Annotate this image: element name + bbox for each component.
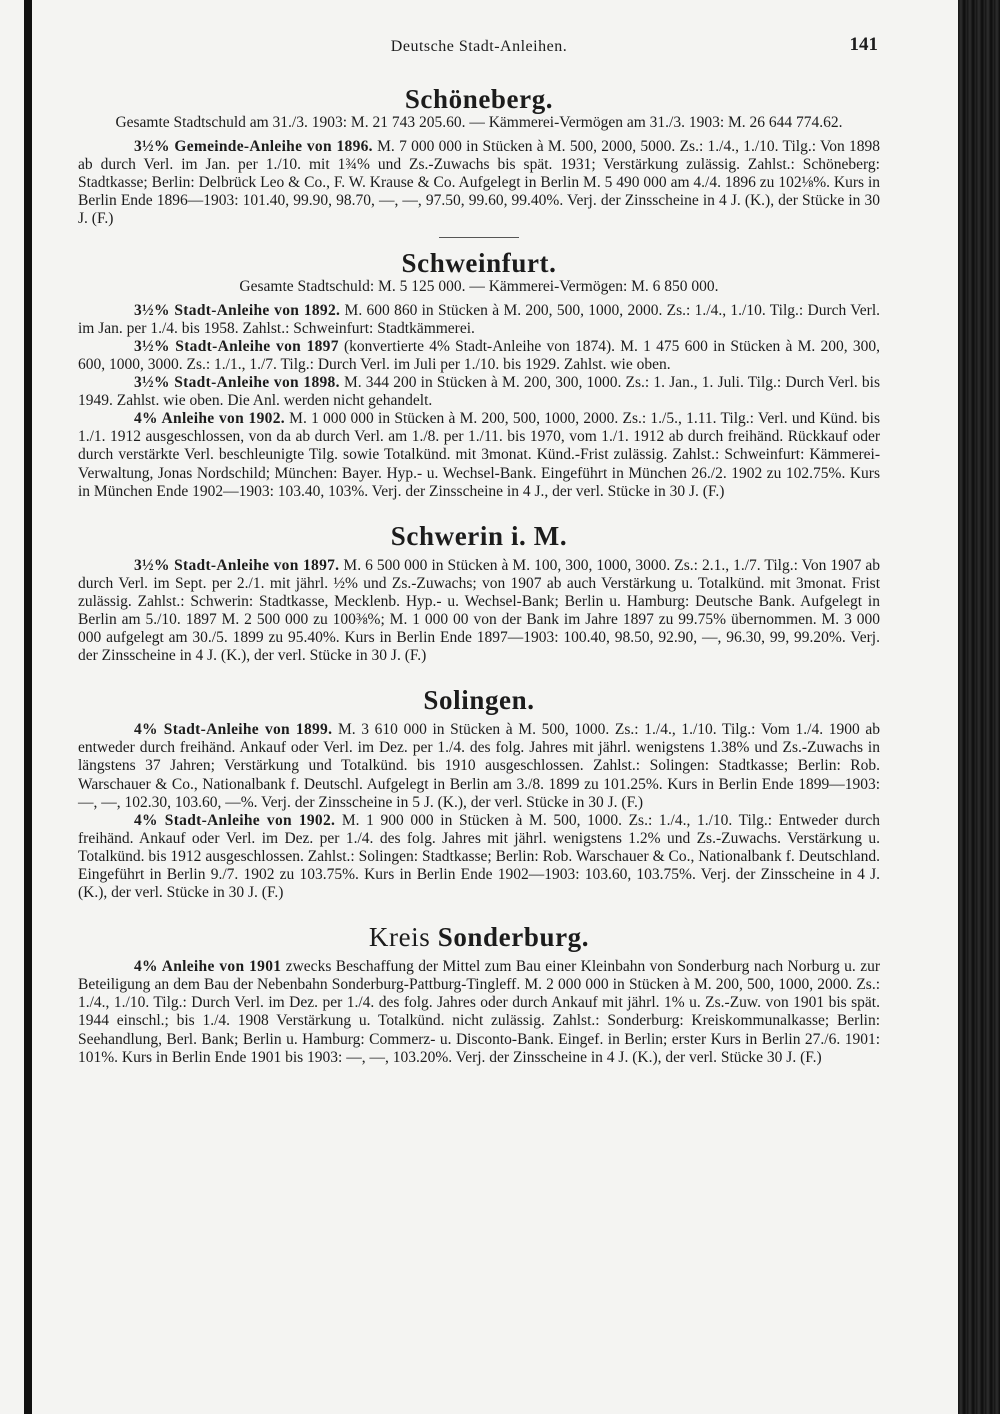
loan-text: M. 344 200 in Stücken à M. 200, 300, 1000. Zs.: 1. Jan., 1. Juli. Tilg.: Durch Verl. bis 1949. Zahlst. wie oben. Die Anl. werden nicht gehandelt. xyxy=(78,374,880,410)
loan-entry xyxy=(78,374,880,410)
scan-border-left xyxy=(24,0,32,1414)
loan-entry xyxy=(78,410,880,500)
loan-text: M. 1 000 000 in Stücken à M. 200, 500, 1000, 2000. Zs.: 1./5., 1.11. Tilg.: Verl. und Künd. bis 1./1. 1912 ausgeschlossen, von da ab durch Verl. am 1./8. per 1./11. bis 1970, vom 1./1. 1912 ab durch freihänd. Rückkauf oder durch verstärkte Verl. beschleunigte Tilg. sowie Totalkünd. mit 3monat. Künd.-Frist zulässig. Zahlst.: Schweinfurt: Kämmerei-Verwaltung, Jonas Nordschild; München: Bayer. Hyp.- u. Wechsel-Bank. Eingeführt in München 26./2. 1902 zu 102.75%. Kurs in München Ende 1902—1903: 103.40, 103%. Verj. der Zinsscheine in 4 J., der verl. Stücke in 30 J. (F.) xyxy=(78,410,880,500)
loan-heading: 3½% Stadt-Anleihe von 1897 xyxy=(134,337,339,355)
city-heading-sonderburg xyxy=(78,922,880,952)
loan-heading: 4% Stadt-Anleihe von 1899. xyxy=(134,721,333,739)
loan-entry xyxy=(78,958,880,1067)
loan-text: M. 1 900 000 in Stücken à M. 500, 1000. Zs.: 1./4., 1./10. Tilg.: Entweder durch freihänd. Ankauf oder Verl. im Dez. per 1./4. des folg. Jahres mit jährl. wenigstens 1.2% und Zs.-Zuwachs. Verstärkung u. Totalkünd. bis 1912 ausgeschlossen. Zahlst.: Solingen: Stadtkasse; Berlin: Rob. Warschauer & Co., Nationalbank f. Deutschland. Eingeführt in Berlin 9./7. 1902 zu 103.75%. Kurs in Berlin Ende 1902—1903: 103.60, 103.75%. Verj. der Zinsscheine in 4 J. (K.), der verl. Stücke in 30 J. (F.) xyxy=(78,811,881,902)
loan-text: M. 6 500 000 in Stücken à M. 100, 300, 1000, 3000. Zs.: 2.1., 1./7. Tilg.: Von 1907 ab durch Verl. im Sept. per 2./1. mit jährl. ½% und Zs.-Zuwachs; von 1907 ab auch Verstärkung u. Totalkünd. mit 3monat. Frist zulässig. Zahlst.: Schwerin: Stadtkasse, Mecklenb. Hyp.- u. Wechsel-Bank; Berlin u. Hamburg: Deutsche Bank. Aufgelegt in Berlin am 5./10. 1897 M. 2 500 000 zu 100⅜%; M. 1 000 00 von der Bank im Jahre 1897 zu 99.75% übernommen. M. 3 000 000 aufgelegt am 30./5. 1899 zu 95.40%. Kurs in Berlin Ende 1897—1903: 100.40, 98.50, 92.90, —, 96.30, 99, 99.20%. Verj. der Zinsscheine in 4 J. (K.), der verl. Stücke in 30 J. (F.) xyxy=(78,556,881,665)
section-sonderburg xyxy=(78,922,880,1067)
loan-heading: 3½% Stadt-Anleihe von 1892. xyxy=(134,301,341,319)
loan-entry xyxy=(78,721,880,811)
loan-heading: 4% Anleihe von 1901 xyxy=(134,958,282,976)
loan-heading: 3½% Gemeinde-Anleihe von 1896. xyxy=(134,138,373,156)
loan-heading: 4% Anleihe von 1902. xyxy=(134,410,285,428)
loan-entry xyxy=(78,338,880,374)
loan-text: (konvertierte 4% Stadt-Anleihe von 1874). M. 1 475 600 in Stücken à M. 200, 300, 600, 1000, 3000. Zs.: 1./1., 1./7. Tilg.: Durch Verl. im Juli per 1./10. bis 1929. Zahlst. wie oben. xyxy=(78,337,881,373)
loan-text: M. 600 860 in Stücken à M. 200, 500, 1000, 2000. Zs.: 1./4., 1./10. Tilg.: Durch Verl. im Jan. per 1./4. bis 1958. Zahlst.: Schweinfurt: Stadtkämmerei. xyxy=(78,301,881,337)
city-prefix: Kreis xyxy=(368,922,431,953)
debt-summary-schoeneberg: Gesamte Stadtschuld am 31./3. 1903: M. 21 743 205.60. — Kämmerei-Vermögen am 31./3. 1903: M. 26 644 774.62. xyxy=(115,114,843,131)
city-heading-schwerin: Schwerin i. M. xyxy=(390,520,568,551)
debt-summary-schweinfurt: Gesamte Stadtschuld: M. 5 125 000. — Kämmerei-Vermögen: M. 6 850 000. xyxy=(239,277,719,295)
loan-text: zwecks Beschaffung der Mittel zum Bau einer Kleinbahn von Sonderburg nach Norburg u. zur Beteiligung an dem Bau der Nebenbahn Sonderburg-Pattburg-Tingleff. M. 2 000 000 in Stücken à M. 200, 500, 1000, 2000. Zs.: 1./4., 1./10. Tilg.: Durch Verl. im Dez. per 1./4. des folg. Jahres oder durch Ankauf mit jährl. 1% u. Zs.-Zuw. von 1901 bis spät. 1944 einschl.; bis 1./4. 1908 Verstärkung u. Totalkünd. nicht zulässig. Zahlst.: Sonderburg: Kreiskommunalkasse; Berlin: Seehandlung, Berl. Bank; Berlin u. Hamburg: Commerz- u. Disconto-Bank. Eingef. in Berlin; erster Kurs in Berlin 27./6. 1901: 101%. Kurs in Berlin Ende 1901 bis 1903: —, —, 103.20%. Verj. der Zinsscheine in 4 J. (K.), der verl. Stücke 30 J. (F.) xyxy=(78,958,881,1066)
loan-text: M. 7 000 000 in Stücken à M. 500, 2000, 5000. Zs.: 1./4., 1./10. Tilg.: Von 1898 ab durch Verl. im Jan. per 1./10. mit 1¾% und Zs.-Zuwachs bis spät. 1931; Verstärkung zulässig. Zahlst.: Schöneberg: Stadtkasse; Berlin: Delbrück Leo & Co., F. W. Krause & Co. Aufgelegt in Berlin M. 5 490 000 am 4./4. 1896 zu 102⅛%. Kurs in Berlin Ende 1896—1903: 101.40, 99.90, 98.70, —, —, 97.50, 99.60, 99.40%. Verj. der Zinsscheine in 4 J. (K.), der Stücke in 30 J. (F.) xyxy=(78,138,880,228)
city-name: Sonderburg. xyxy=(437,922,590,953)
running-head xyxy=(78,36,880,64)
city-heading-schoeneberg: Schöneberg. xyxy=(404,84,554,114)
section-solingen xyxy=(78,685,880,902)
book-page xyxy=(78,36,880,1067)
loan-text: M. 3 610 000 in Stücken à M. 500, 1000. Zs.: 1./4., 1./10. Tilg.: Vom 1./4. 1900 ab entweder durch freihänd. Ankauf oder Verl. im Dez. per 1./4. des folg. Jahres mit jährl. wenigstens 1.38% und Zs.-Zuwachs in längstens 37 Jahren; Verstärkung und Totalkünd. bis 1910 ausgeschlossen. Zahlst.: Solingen: Stadtkasse; Berlin: Rob. Warschauer & Co., Nationalbank f. Deutschl. Aufgelegt in Berlin am 3./8. 1899 zu 101.25%. Kurs in Berlin Ende 1899—1903: —, —, 102.30, 103.60, —%. Verj. der Zinsscheine in 5 J. (K.), der verl. Stücke in 30 J. (F.) xyxy=(78,721,881,811)
loan-entry xyxy=(78,302,880,338)
section-schoeneberg xyxy=(78,84,880,229)
loan-heading: 4% Stadt-Anleihe von 1902. xyxy=(134,811,336,829)
section-schwerin xyxy=(78,521,880,666)
loan-heading: 3½% Stadt-Anleihe von 1898. xyxy=(134,374,340,392)
loan-entry xyxy=(78,557,880,666)
city-heading-solingen: Solingen. xyxy=(423,685,535,716)
scan-border-right xyxy=(958,0,1000,1414)
section-schweinfurt xyxy=(78,248,880,501)
running-head-title: Deutsche Stadt-Anleihen. xyxy=(390,38,568,55)
section-divider xyxy=(439,237,519,238)
city-heading-schweinfurt: Schweinfurt. xyxy=(401,247,557,278)
loan-heading: 3½% Stadt-Anleihe von 1897. xyxy=(134,556,340,574)
loan-entry xyxy=(78,812,880,902)
page-number: 141 xyxy=(849,34,878,55)
loan-entry xyxy=(78,138,880,228)
